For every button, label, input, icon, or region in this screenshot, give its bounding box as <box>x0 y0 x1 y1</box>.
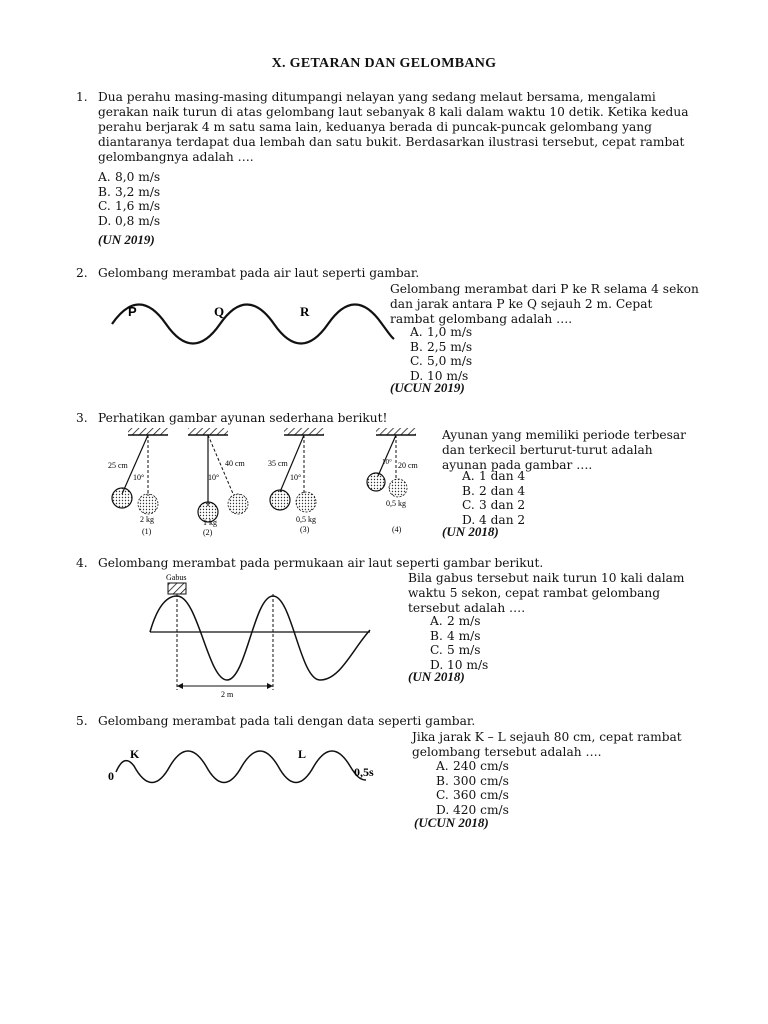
wave-line <box>112 305 394 344</box>
option-b: B. 3,2 m/s <box>98 184 161 199</box>
question-1-text: Dua perahu masing-masing ditumpangi nelayan yang sedang melaut bersama, mengalami gerakan naik turun di atas gelombang laut sebanyak 8 kali dalam waktu 10 detik. Ketika kedua perahu berjarak 4 m satu sama lain, keduanya berada di puncak-puncak gelombang yang diantaranya terdapat dua lembah dan satu bukit. Berdasarkan ilustrasi tersebut, cepat rambat gelombangnya adalah …. <box>98 90 689 164</box>
pendulum-diagram-q3 <box>100 424 430 544</box>
option-b: B. 2,5 m/s <box>410 339 473 354</box>
option-d: D. 420 cm/s <box>436 802 509 817</box>
option-c: C. 5 m/s <box>430 643 481 657</box>
svg-text:0,5 kg: 0,5 kg <box>386 499 406 508</box>
pendulum-1 <box>108 428 168 536</box>
question-1-number: 1. <box>76 90 88 104</box>
question-3-number: 3. <box>76 411 88 425</box>
label-p: P <box>128 304 137 319</box>
question-2-number: 2. <box>76 266 88 280</box>
float-label: Gabus <box>166 573 187 582</box>
question-3-text: Perhatikan gambar ayunan sederhana berikut! <box>98 411 388 425</box>
question-4-number: 4. <box>76 556 88 570</box>
label-end: 0,5s <box>354 765 374 779</box>
question-2-side-text: Gelombang merambat dari P ke R selama 4 sekon dan jarak antara P ke Q sejauh 2 m. Cepat rambat gelombang adalah …. <box>390 282 699 326</box>
svg-text:(2): (2) <box>203 528 213 537</box>
question-2-source: (UCUN 2019) <box>390 380 465 395</box>
svg-text:0,5 kg: 0,5 kg <box>296 515 316 524</box>
option-d: D. 10 m/s <box>410 368 469 383</box>
question-1-options <box>98 170 160 228</box>
pendulum-2 <box>188 428 248 544</box>
distance-label: 2 m <box>221 690 234 699</box>
option-b: B. 4 m/s <box>430 628 481 643</box>
option-d: D. 0,8 m/s <box>98 213 161 228</box>
question-5-source: (UCUN 2018) <box>414 815 489 830</box>
label-k: K <box>130 747 140 761</box>
wave-line <box>116 751 366 783</box>
pendulum-3 <box>268 428 324 534</box>
question-4-options <box>430 614 488 672</box>
option-c: C. 3 dan 2 <box>462 498 526 512</box>
question-2-text: Gelombang merambat pada air laut seperti gambar. <box>98 266 420 280</box>
svg-text:35 cm: 35 cm <box>268 459 288 468</box>
svg-text:1 kg: 1 kg <box>203 518 217 527</box>
svg-text:(4): (4) <box>392 525 402 534</box>
svg-text:(1): (1) <box>142 527 152 536</box>
svg-text:20 cm: 20 cm <box>398 461 418 470</box>
svg-text:(3): (3) <box>300 525 310 534</box>
question-4-text: Gelombang merambat pada permukaan air laut seperti gambar berikut. <box>98 556 544 570</box>
option-c: C. 1,6 m/s <box>98 199 161 213</box>
option-a: A. 8,0 m/s <box>98 170 161 184</box>
wave-line <box>150 596 370 680</box>
page-title: X. GETARAN DAN GELOMBANG <box>271 56 497 71</box>
question-3-side-text: Ayunan yang memiliki periode terbesar dan terkecil berturut-turut adalah ayunan pada gambar …. <box>442 428 686 472</box>
question-5-side-text: Jika jarak K – L sejauh 80 cm, cepat rambat gelombang tersebut adalah …. <box>412 730 682 759</box>
question-1-source: (UN 2019) <box>98 232 155 247</box>
option-b: B. 2 dan 4 <box>462 483 526 498</box>
float-box <box>168 583 186 594</box>
label-r: R <box>300 304 310 319</box>
pendulum-4 <box>367 428 419 534</box>
option-c: C. 5,0 m/s <box>410 354 473 368</box>
question-5-options <box>436 759 509 817</box>
label-l: L <box>298 747 307 761</box>
question-5-text: Gelombang merambat pada tali dengan data seperti gambar. <box>98 714 476 728</box>
option-c: C. 360 cm/s <box>436 788 509 802</box>
question-4-source: (UN 2018) <box>408 669 465 684</box>
svg-text:2 kg: 2 kg <box>140 515 154 524</box>
svg-text:10°: 10° <box>290 473 302 482</box>
question-2-options <box>410 325 472 383</box>
option-a: A. 240 cm/s <box>436 759 509 773</box>
option-a: A. 1,0 m/s <box>410 325 473 339</box>
svg-text:25 cm: 25 cm <box>108 461 128 470</box>
question-4-side-text: Bila gabus tersebut naik turun 10 kali dalam waktu 5 sekon, cepat rambat gelombang tersebut adalah …. <box>408 571 685 615</box>
svg-text:10°: 10° <box>208 473 220 482</box>
label-start: 0 <box>108 769 114 783</box>
wave-diagram-q5 <box>102 744 392 804</box>
option-d: D. 4 dan 2 <box>462 512 526 527</box>
option-b: B. 300 cm/s <box>436 773 509 788</box>
option-a: A. 1 dan 4 <box>462 469 526 483</box>
option-a: A. 2 m/s <box>430 614 481 628</box>
question-3-source: (UN 2018) <box>442 524 499 539</box>
wave-diagram-q2 <box>108 300 398 360</box>
wave-diagram-q4 <box>140 570 380 700</box>
svg-text:40 cm: 40 cm <box>225 459 245 468</box>
question-3-options <box>462 469 525 527</box>
label-q: Q <box>214 304 225 319</box>
option-d: D. 10 m/s <box>430 657 489 672</box>
svg-text:10°: 10° <box>382 458 392 466</box>
svg-text:10°: 10° <box>133 473 145 482</box>
question-5-number: 5. <box>76 714 88 728</box>
